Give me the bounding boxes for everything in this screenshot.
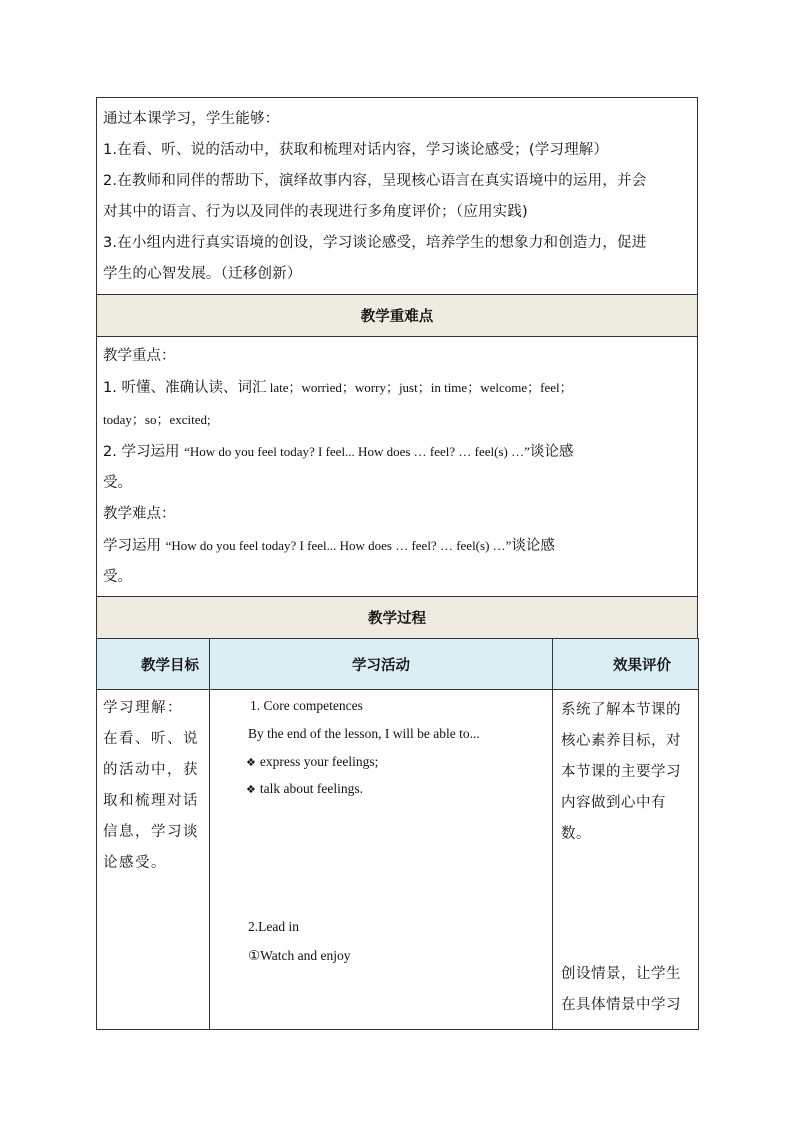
- focus-item-1-cont: [103, 404, 691, 436]
- evaluation-cell: [553, 690, 699, 1030]
- objectives-section: [96, 97, 698, 294]
- focus-item-2-sentence: “How do you feel today? I feel... How does … feel? … feel(s) …”: [184, 444, 530, 459]
- evaluation-line: 内容做到心中有: [561, 795, 666, 811]
- goal-line: 信息，学习谈: [103, 824, 199, 840]
- focus-item-2: [103, 436, 691, 468]
- bullet-item: [246, 781, 363, 797]
- objective-2: 2.在教师和同伴的帮助下，演绎故事内容，呈现核心语言在真实语境中的运用，并会: [103, 173, 647, 189]
- focus-item-1: [103, 372, 691, 404]
- goal-line: 论感受。: [103, 855, 167, 871]
- evaluation-line: 本节课的主要学习: [561, 764, 681, 780]
- key-points-heading: 教学重难点: [96, 294, 698, 336]
- objective-2-cont: 对其中的语言、行为以及同伴的表现进行多角度评价；（应用实践): [103, 204, 528, 220]
- goal-line: 取和梳理对话: [103, 793, 199, 809]
- header-goal: 教学目标: [97, 639, 210, 690]
- difficulty-prefix: 学习运用: [103, 538, 166, 554]
- focus-item-2-prefix: 2. 学习运用: [103, 444, 185, 460]
- diamond-bullet-icon: ❖: [246, 783, 256, 796]
- focus-label: 教学重点：: [103, 348, 176, 364]
- core-competences-intro: By the end of the lesson, I will be able to...: [248, 726, 480, 741]
- objectives-intro: 通过本课学习，学生能够：: [103, 111, 280, 127]
- focus-item-1-words: late；worried；worry；just；in time；welcome；feel；: [266, 380, 573, 395]
- goal-line: 的活动中，获: [103, 762, 199, 778]
- objective-3: 3.在小组内进行真实语境的创设，学习谈论感受，培养学生的想象力和创造力，促进: [103, 235, 647, 251]
- evaluation-line: 创设情景，让学生: [561, 966, 681, 982]
- difficulty-suffix: 谈论感: [511, 538, 555, 554]
- evaluation-line: 核心素养目标，对: [561, 733, 681, 749]
- core-competences-title: 1. Core competences: [250, 698, 363, 713]
- difficulty-label: 教学难点：: [103, 506, 176, 522]
- process-header-row: [97, 639, 699, 690]
- lead-in-title: 2.Lead in: [248, 919, 299, 934]
- lesson-plan-page: [96, 97, 698, 1030]
- goal-cell: [97, 690, 210, 1030]
- focus-item-2-suffix: 谈论感: [529, 444, 574, 460]
- goal-line: 在看、听、说: [103, 731, 199, 747]
- difficulty-sentence: “How do you feel today? I feel... How does … feel? … feel(s) …”: [165, 538, 512, 553]
- bullet-item: [246, 754, 378, 770]
- evaluation-line: 在具体情景中学习: [561, 997, 681, 1013]
- bullet-text: express your feelings;: [259, 754, 379, 769]
- lead-in-step: ①Watch and enjoy: [248, 948, 351, 963]
- difficulty-item: [103, 530, 691, 562]
- focus-item-2-end: 受。: [103, 475, 132, 491]
- header-evaluation: 效果评价: [553, 639, 699, 690]
- goal-line: 学习理解：: [103, 700, 183, 716]
- objective-1: 1.在看、听、说的活动中，获取和梳理对话内容，学习谈论感受；(学习理解）: [103, 142, 609, 158]
- diamond-bullet-icon: ❖: [246, 756, 256, 769]
- difficulty-end: 受。: [103, 569, 132, 585]
- focus-item-1-words-cont: today；so；excited;: [103, 412, 211, 427]
- key-points-section: [96, 336, 698, 596]
- evaluation-line: 系统了解本节课的: [561, 702, 681, 718]
- focus-item-1-prefix: 1. 听懂、准确认读、词汇: [103, 380, 267, 396]
- bullet-text: talk about feelings.: [259, 781, 363, 796]
- process-row: [97, 690, 699, 1030]
- objective-3-cont: 学生的心智发展。（迁移创新）: [103, 266, 302, 282]
- process-heading: 教学过程: [96, 596, 698, 638]
- evaluation-line: 数。: [561, 826, 591, 842]
- evaluation-group-2: [561, 959, 681, 1021]
- activity-cell: [210, 690, 553, 1030]
- process-table: [96, 638, 699, 1030]
- header-activity: 学习活动: [210, 639, 553, 690]
